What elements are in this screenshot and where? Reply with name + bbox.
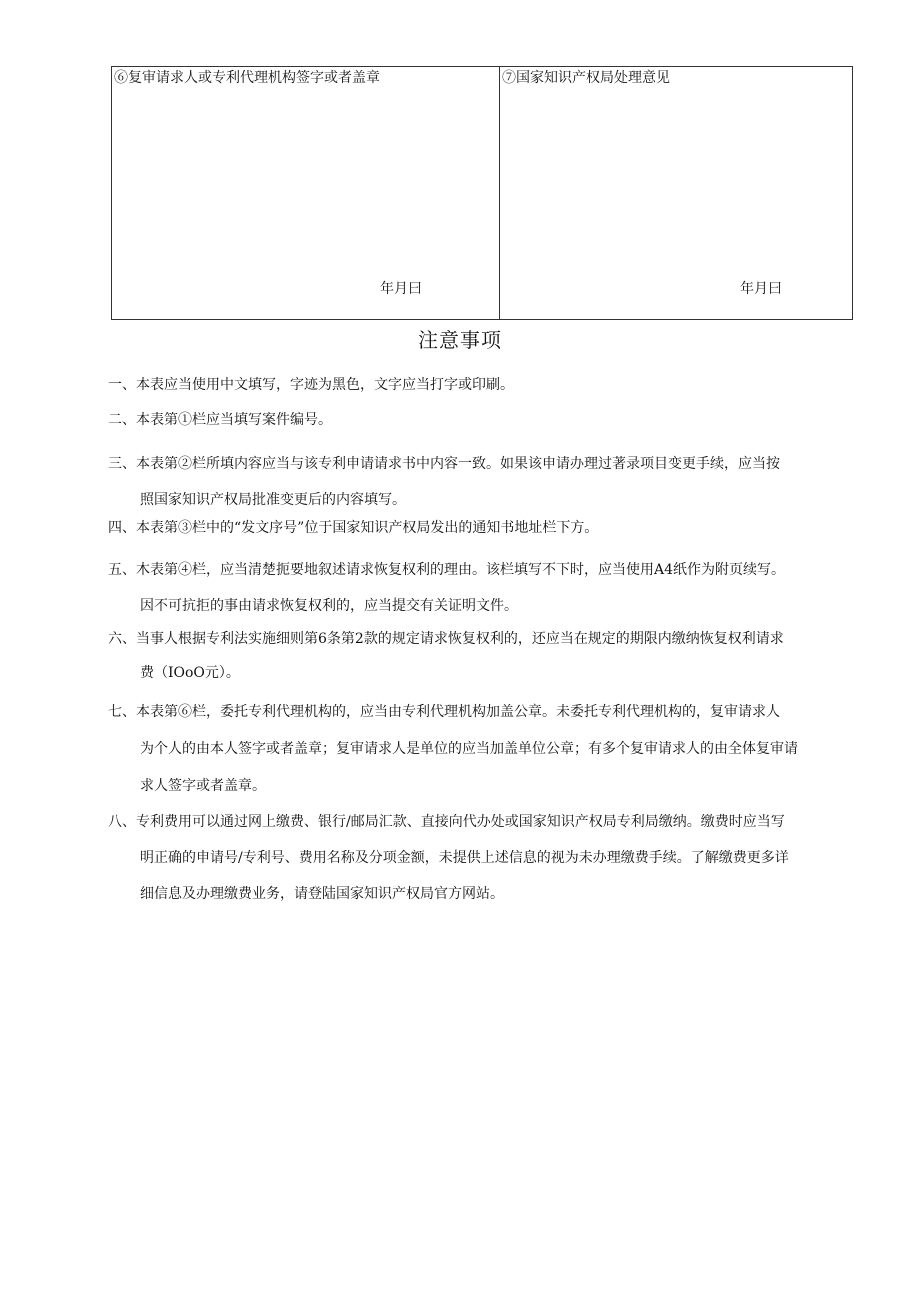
signature-cell-title: ⑥复审请求人或专利代理机构签字或者盖章: [114, 70, 380, 86]
note-item-5: [108, 552, 785, 624]
office-opinion-cell-date: 年月曰: [740, 281, 782, 297]
form-table: [111, 66, 853, 320]
note-line: 四、本表第③栏中的“发文序号”位于国家知识产权局发出的通知书地址栏下方。: [108, 520, 599, 536]
office-opinion-cell[interactable]: [500, 67, 852, 319]
note-line: 六、当事人根据专利法实施细则第6条第2款的规定请求恢复权利的，还应当在规定的期限内缴纳恢复权利请求: [108, 631, 784, 647]
note-line: 费（IOoO元）。: [140, 665, 240, 681]
note-item-2: [108, 410, 332, 430]
note-line: 照国家知识产权局批准变更后的内容填写。: [140, 492, 406, 508]
note-item-7: [108, 694, 798, 805]
notes-heading: 注意事项: [418, 328, 502, 352]
note-line: 细信息及办理缴费业务，请登陆国家知识产权局官方网站。: [140, 886, 504, 902]
note-item-6: [108, 622, 784, 690]
note-line: 五、木表第④栏，应当清楚扼要地叙述请求恢复权利的理由。该栏填写不下时，应当使用A4纸作为附页续写。: [108, 562, 786, 578]
note-line: 三、本表第②栏所填内容应当与该专利申请请求书中内容一致。如果该申请办理过著录项目变更手续，应当按: [108, 456, 780, 472]
note-item-3: [108, 446, 780, 518]
note-line: 八、专利费用可以通过网上缴费、银行/邮局汇款、直接向代办处或国家知识产权局专利局缴纳。缴费时应当写: [108, 814, 785, 830]
note-line: 一、本表应当使用中文填写，字迹为黑色，文字应当打字或印刷。: [108, 377, 514, 393]
note-line: 因不可抗拒的事由请求恢复权利的，应当提交有关证明文件。: [140, 598, 518, 614]
note-line: 明正确的申请号/专利号、费用名称及分项金额，未提供上述信息的视为未办理缴费手续。了解缴费更多详: [140, 850, 789, 866]
note-item-4: [108, 518, 598, 538]
signature-cell-date: 年月曰: [380, 281, 422, 297]
note-item-8: [108, 804, 789, 912]
note-line: 为个人的由本人签字或者盖章；复审请求人是单位的应当加盖单位公章；有多个复审请求人的由全体复审请: [140, 741, 798, 757]
note-line: 求人签字或者盖章。: [140, 778, 266, 794]
note-item-1: [108, 375, 514, 395]
note-line: 二、本表第①栏应当填写案件编号。: [108, 412, 332, 428]
office-opinion-cell-title: ⑦国家知识产权局处理意见: [502, 70, 670, 86]
note-line: 七、本表第⑥栏，委托专利代理机构的，应当由专利代理机构加盖公章。未委托专利代理机构的，复审请求人: [108, 704, 780, 720]
signature-cell[interactable]: [112, 67, 500, 319]
